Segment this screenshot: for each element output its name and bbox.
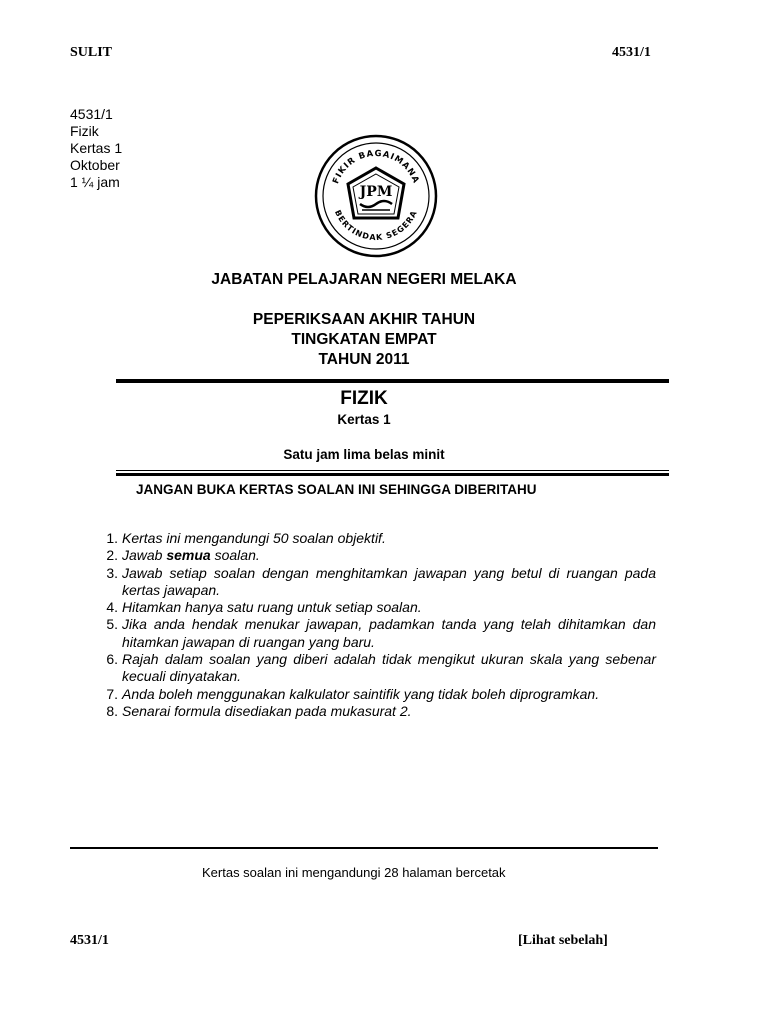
exam-title: PEPERIKSAAN AKHIR TAHUN	[252, 311, 476, 328]
instruction-text: Jawab setiap soalan dengan menghitamkan jawapan yang betul di ruangan pada kertas jawapan.	[122, 564, 656, 598]
header-sulit: SULIT	[70, 45, 113, 60]
instruction-item	[88, 565, 656, 600]
form-title: TINGKATAN EMPAT	[291, 331, 437, 348]
instruction-number: 2.	[106, 547, 118, 564]
meta-code: 4531/1	[70, 106, 113, 122]
instruction-text: Rajah dalam soalan yang diberi adalah tidak mengikut ukuran skala yang sebenar kecuali dinyatakan.	[122, 651, 656, 685]
instruction-text: Kertas ini mengandungi 50 soalan objektif.	[122, 530, 386, 546]
instruction-text: Jika anda hendak menukar jawapan, padamkan tanda yang telah dihitamkan dan hitamkan jawapan di ruangan yang baru.	[122, 616, 656, 650]
instruction-item	[88, 651, 656, 686]
instruction-number: 5.	[106, 616, 118, 633]
instruction-item	[88, 599, 656, 616]
instruction-item	[88, 703, 656, 720]
instruction-item	[88, 547, 656, 564]
instruction-text: Hitamkan hanya satu ruang untuk setiap soalan.	[122, 599, 422, 616]
instruction-number: 6.	[106, 651, 118, 668]
exam-meta	[70, 106, 122, 191]
department-title: JABATAN PELAJARAN NEGERI MELAKA	[211, 271, 517, 288]
divider-middle	[116, 470, 669, 471]
meta-duration: 1 ¼ jam	[70, 174, 120, 190]
header-code: 4531/1	[612, 45, 651, 60]
subject-title: FIZIK	[340, 388, 388, 409]
meta-month: Oktober	[70, 157, 120, 173]
divider-middle-thick	[116, 473, 669, 476]
instruction-item	[88, 530, 656, 547]
page-count-note: Kertas soalan ini mengandungi 28 halaman bercetak	[202, 865, 506, 880]
instruction-text: Anda boleh menggunakan kalkulator saintifik yang tidak boleh diprogramkan.	[122, 685, 600, 702]
meta-subject: Fizik	[70, 123, 99, 139]
logo-motto-top: FIKIR BAGAIMANA	[331, 148, 421, 186]
instruction-number: 3.	[106, 564, 118, 581]
year-title: TAHUN 2011	[318, 351, 410, 368]
instruction-number: 8.	[106, 702, 118, 719]
footer-code: 4531/1	[70, 933, 109, 948]
instruction-number: 1.	[106, 530, 118, 546]
instruction-emphasis: semua	[166, 547, 211, 564]
divider-top	[116, 379, 669, 383]
jpm-logo	[314, 134, 438, 258]
footer-divider	[70, 847, 658, 849]
instruction-item	[88, 616, 656, 651]
warning-text: JANGAN BUKA KERTAS SOALAN INI SEHINGGA DIBERITAHU	[136, 482, 537, 497]
logo-motto-bottom: BERTINDAK SEGERA	[332, 208, 420, 243]
instruction-item	[88, 686, 656, 703]
instruction-text: Jawab semua soalan.	[122, 547, 260, 564]
instructions-list	[88, 530, 656, 720]
instruction-number: 7.	[106, 685, 118, 702]
footer-turn-over: [Lihat sebelah]	[518, 933, 608, 948]
paper-title: Kertas 1	[337, 412, 391, 427]
instruction-number: 4.	[106, 599, 118, 616]
duration-text: Satu jam lima belas minit	[283, 447, 445, 462]
logo-monogram: JPM	[359, 184, 393, 200]
meta-paper: Kertas 1	[70, 140, 123, 156]
instruction-text: Senarai formula disediakan pada mukasurat 2.	[122, 702, 412, 719]
